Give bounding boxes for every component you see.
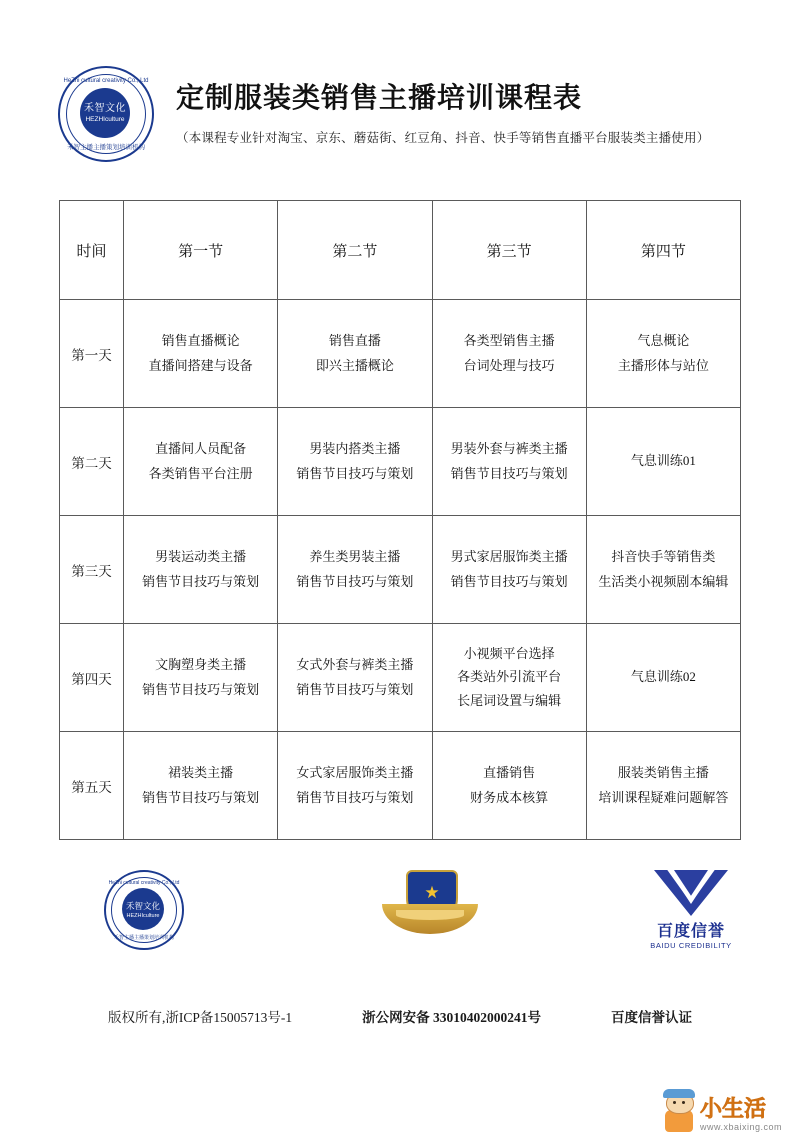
baidu-logo-cn: 百度信誉 (656, 923, 725, 940)
wings-shape (382, 904, 478, 934)
cell-line: 即兴主播概论 (315, 358, 394, 373)
table-cell (586, 624, 740, 732)
police-record-text[interactable]: 浙公网安备 33010402000241号 (362, 1010, 541, 1025)
cell-line: 销售节目技巧与策划 (142, 790, 260, 805)
seal-core-cn: 禾智文化 (125, 900, 160, 911)
table-cell (278, 516, 432, 624)
cell-line: 气息训练02 (630, 669, 696, 685)
document-footer (0, 870, 800, 1030)
seal-core (80, 88, 130, 138)
table-head (60, 201, 741, 300)
schedule-table (59, 200, 741, 840)
footer-baidu-badge[interactable] (616, 870, 766, 950)
table-cell (278, 624, 432, 732)
page-title: 定制服装类销售主播培训课程表 (176, 83, 583, 114)
cell-line: 销售节目技巧与策划 (296, 790, 414, 805)
table-cell (586, 516, 740, 624)
cell-line: 台词处理与技巧 (463, 358, 555, 373)
watermark-url: www.xbaixing.com (699, 1122, 782, 1132)
cell-line: 直播销售 (483, 764, 536, 780)
document-header (0, 0, 800, 162)
watermark-text (700, 1098, 782, 1132)
cell-line: 长尾词设置与编辑 (457, 692, 562, 708)
cell-line: 直播间人员配备 (155, 440, 247, 456)
seal-arc-bottom-text: 禾智主播主播策划培训机构 (67, 144, 145, 151)
cell-line: 生活类小视频剧本编辑 (598, 574, 729, 589)
cell-line: 销售节目技巧与策划 (296, 466, 414, 481)
title-block (176, 62, 709, 146)
company-seal-icon (104, 870, 184, 950)
cell-line: 裙装类主播 (168, 764, 234, 780)
cell-line: 销售节目技巧与策划 (296, 682, 414, 697)
table-cell (124, 408, 278, 516)
cell-line: 销售节目技巧与策划 (296, 574, 414, 589)
cell-line: 气息概论 (637, 332, 690, 348)
cell-line: 男式家居服饰类主播 (450, 548, 568, 564)
cell-line: 销售直播 (328, 332, 381, 348)
page-subtitle: （本课程专业针对淘宝、京东、蘑菇街、红豆角、抖音、快手等销售直播平台服装类主播使用） (176, 131, 710, 145)
table-cell (278, 300, 432, 408)
site-watermark (662, 1092, 782, 1132)
seal-core-en: HEZHIculture (85, 116, 125, 124)
mascot-hat (663, 1089, 695, 1098)
police-emblem-icon (382, 870, 478, 950)
cell-line: 财务成本核算 (470, 790, 549, 805)
cell-line: 女式外套与裤类主播 (296, 656, 414, 672)
cell-line: 男装外套与裤类主播 (450, 440, 568, 456)
table-row (60, 408, 741, 516)
star-icon: ★ (424, 883, 440, 902)
cell-line: 直播间搭建与设备 (148, 358, 253, 373)
baidu-credibility-caption: 百度信誉认证 (611, 1010, 692, 1025)
footer-police-badge[interactable] (330, 870, 530, 950)
seal-arc-bottom-text: 禾智主播主播策划培训机构 (113, 935, 174, 941)
table-cell (586, 300, 740, 408)
cell-line: 服装类销售主播 (617, 764, 709, 780)
company-logo-seal (58, 66, 154, 162)
cell-line: 女式家居服饰类主播 (296, 764, 414, 780)
cell-line: 销售直播概论 (161, 332, 240, 348)
copyright-text: 版权所有,浙ICP备15005713号-1 (107, 1010, 293, 1025)
cell-line: 男装运动类主播 (155, 548, 247, 564)
cell-line: 各类型销售主播 (463, 332, 555, 348)
mascot-icon (662, 1092, 696, 1132)
cell-line: 文胸塑身类主播 (155, 656, 247, 672)
table-body (60, 300, 741, 840)
seal-core-en: HEZHIculture (126, 912, 160, 919)
row-time-label: 第一天 (60, 300, 124, 408)
footer-text-row (0, 1006, 800, 1026)
cell-line: 各类销售平台注册 (148, 466, 253, 481)
cell-line: 养生类男装主播 (309, 548, 401, 564)
cell-line: 主播形体与站位 (617, 358, 709, 373)
table-cell (432, 300, 586, 408)
row-time-label: 第三天 (60, 516, 124, 624)
footer-company-seal-badge (44, 870, 244, 950)
mascot-eye-right (682, 1101, 685, 1104)
table-cell (586, 732, 740, 840)
watermark-title: 小生活 (699, 1096, 766, 1121)
column-header-period-3: 第三节 (432, 201, 586, 300)
cell-line: 抖音快手等销售类 (611, 548, 716, 564)
table-cell (278, 732, 432, 840)
column-header-period-4: 第四节 (586, 201, 740, 300)
table-cell (124, 732, 278, 840)
schedule-table-wrap (59, 200, 741, 840)
cell-line: 小视频平台选择 (463, 646, 555, 662)
baidu-logo-en: BAIDU CREDIBILITY (650, 941, 732, 950)
table-row (60, 300, 741, 408)
table-cell (432, 408, 586, 516)
cell-line: 销售节目技巧与策划 (142, 574, 260, 589)
column-header-period-2: 第二节 (278, 201, 432, 300)
row-time-label: 第二天 (60, 408, 124, 516)
baidu-v-icon (654, 870, 728, 916)
table-cell (432, 732, 586, 840)
column-header-period-1: 第一节 (124, 201, 278, 300)
table-row (60, 732, 741, 840)
row-time-label: 第五天 (60, 732, 124, 840)
cell-line: 销售节目技巧与策划 (450, 466, 568, 481)
seal-core (122, 888, 164, 930)
seal-core-cn: 禾智文化 (84, 102, 126, 114)
table-row (60, 624, 741, 732)
table-row (60, 516, 741, 624)
table-cell (278, 408, 432, 516)
footer-badges (0, 870, 800, 950)
cell-line: 培训课程疑难问题解答 (598, 790, 729, 805)
table-cell (124, 516, 278, 624)
table-cell (432, 516, 586, 624)
cell-line: 销售节目技巧与策划 (142, 682, 260, 697)
cell-line: 销售节目技巧与策划 (450, 574, 568, 589)
mascot-eye-left (673, 1101, 676, 1104)
seal-arc-top-text: HeZhi cultural creativity Co., Ltd (108, 880, 180, 886)
cell-line: 气息训练01 (630, 453, 696, 469)
row-time-label: 第四天 (60, 624, 124, 732)
table-cell (124, 624, 278, 732)
column-header-time: 时间 (60, 201, 124, 300)
table-cell (586, 408, 740, 516)
table-header-row (60, 201, 741, 300)
cell-line: 各类站外引流平台 (457, 669, 562, 685)
table-cell (124, 300, 278, 408)
cell-line: 男装内搭类主播 (309, 440, 401, 456)
seal-arc-top-text: HeZhi cultural creativity Co., Ltd (63, 78, 149, 84)
table-cell (432, 624, 586, 732)
